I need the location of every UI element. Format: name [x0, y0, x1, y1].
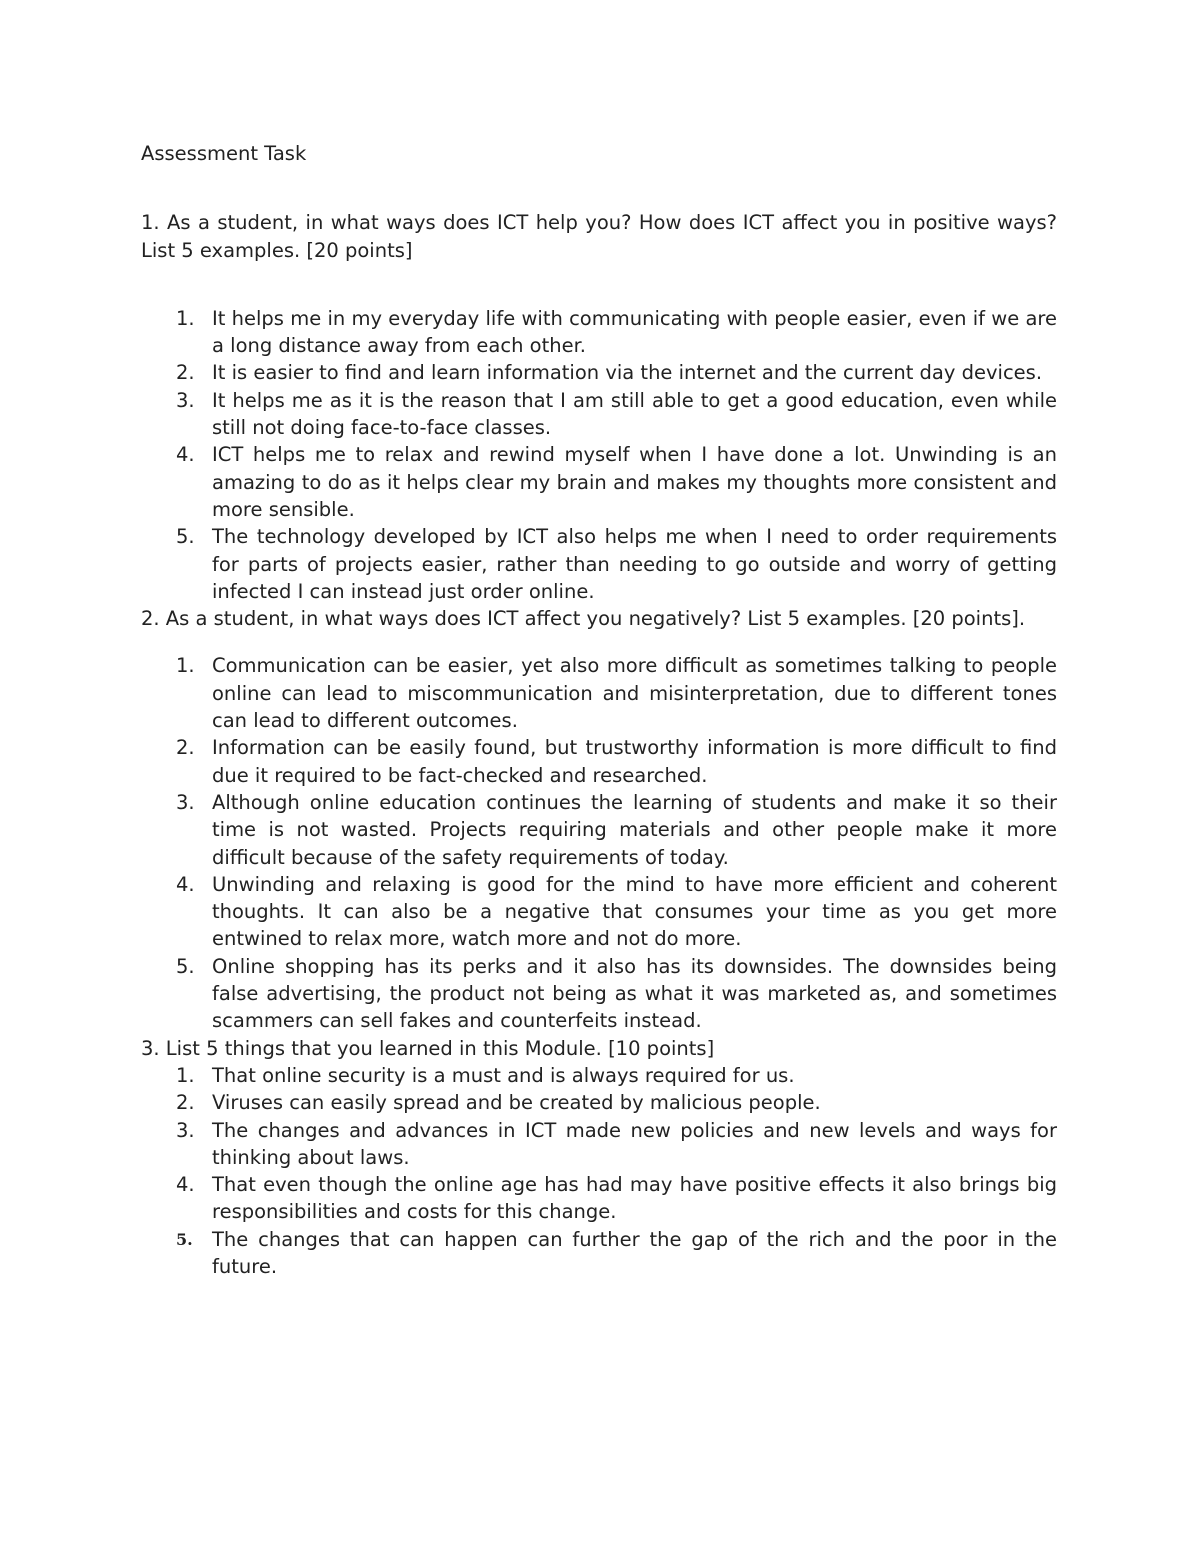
list-item-text: Unwinding and relaxing is good for the mind to have more efficient and coherent thoughts. It can also be a negative that consumes your time as you get more entwined to relax more, watch more and not do more. [212, 872, 1057, 951]
list-number: 1. [176, 1063, 195, 1087]
list-number: 4. [176, 443, 195, 467]
list-item [141, 734, 1057, 789]
list-item [141, 871, 1057, 953]
list-number: 2. [176, 1091, 195, 1115]
answer-list-1 [141, 305, 1057, 605]
list-number: 1. [176, 306, 195, 330]
list-item [141, 359, 1057, 386]
list-item-text: That even though the online age has had may have positive effects it also brings big responsibilities and costs for this change. [212, 1173, 1057, 1224]
list-item-text: Communication can be easier, yet also more difficult as sometimes talking to people online can lead to miscommunication and misinterpretation, due to different tones can lead to different outcomes. [212, 654, 1057, 733]
list-item [141, 1226, 1057, 1281]
question-1: 1. As a student, in what ways does ICT help you? How does ICT affect you in positive ways? List 5 examples. [20 points] [141, 211, 1057, 262]
list-item [141, 1171, 1057, 1226]
list-item-text: That online security is a must and is always required for us. [212, 1063, 795, 1087]
list-item [141, 1062, 1057, 1089]
document-title: Assessment Task [141, 142, 307, 165]
list-number: 5. [176, 525, 195, 549]
list-item [141, 652, 1057, 734]
list-item-text: It helps me in my everyday life with communicating with people easier, even if we are a long distance away from each other. [212, 306, 1057, 358]
list-number: 3. [176, 790, 195, 814]
list-item [141, 789, 1057, 871]
question-3: 3. List 5 things that you learned in this Module. [10 points] [141, 1036, 715, 1060]
list-item-text: Although online education continues the learning of students and make it so their time is not wasted. Projects requiring materials and other people make it more difficult because of the safety requirements of today. [212, 790, 1057, 869]
list-number: 4. [176, 872, 195, 896]
list-item-text: The changes and advances in ICT made new policies and new levels and ways for thinking about laws. [212, 1118, 1057, 1169]
question-2: 2. As a student, in what ways does ICT affect you negatively? List 5 examples. [20 points]. [141, 607, 1026, 631]
document-page [141, 140, 1057, 1280]
list-item-text: It helps me as it is the reason that I am still able to get a good education, even while still not doing face-to-face classes. [212, 388, 1057, 440]
list-item-text: The technology developed by ICT also helps me when I need to order requirements for parts of projects easier, rather than needing to go outside and worry of getting infected I can instead just order online. [212, 525, 1057, 603]
list-number: 5. [176, 1229, 193, 1249]
list-number: 2. [176, 361, 195, 385]
list-number: 3. [176, 388, 195, 412]
list-item [141, 441, 1057, 523]
list-item [141, 523, 1057, 605]
list-item [141, 1089, 1057, 1116]
list-item [141, 953, 1057, 1035]
list-item-text: It is easier to find and learn information via the internet and the current day devices. [212, 361, 1043, 385]
answer-list-2 [141, 652, 1057, 1034]
list-item-text: Online shopping has its perks and it also has its downsides. The downsides being false advertising, the product not being as what it was marketed as, and sometimes scammers can sell fakes and counterfeits instead. [212, 954, 1057, 1033]
list-number: 3. [176, 1118, 195, 1142]
list-number: 5. [176, 954, 195, 978]
list-item-text: Information can be easily found, but trustworthy information is more difficult to find due it required to be fact-checked and researched. [212, 736, 1057, 787]
list-item [141, 305, 1057, 360]
answer-list-3 [141, 1062, 1057, 1280]
list-number: 1. [176, 654, 195, 678]
list-number: 2. [176, 736, 195, 760]
list-item-text: The changes that can happen can further the gap of the rich and the poor in the future. [212, 1227, 1057, 1278]
list-item [141, 387, 1057, 442]
list-item-text: Viruses can easily spread and be created by malicious people. [212, 1091, 821, 1115]
list-item [141, 1117, 1057, 1172]
list-item-text: ICT helps me to relax and rewind myself when I have done a lot. Unwinding is an amazing to do as it helps clear my brain and makes my thoughts more consistent and more sensible. [212, 443, 1057, 521]
list-number: 4. [176, 1173, 195, 1197]
